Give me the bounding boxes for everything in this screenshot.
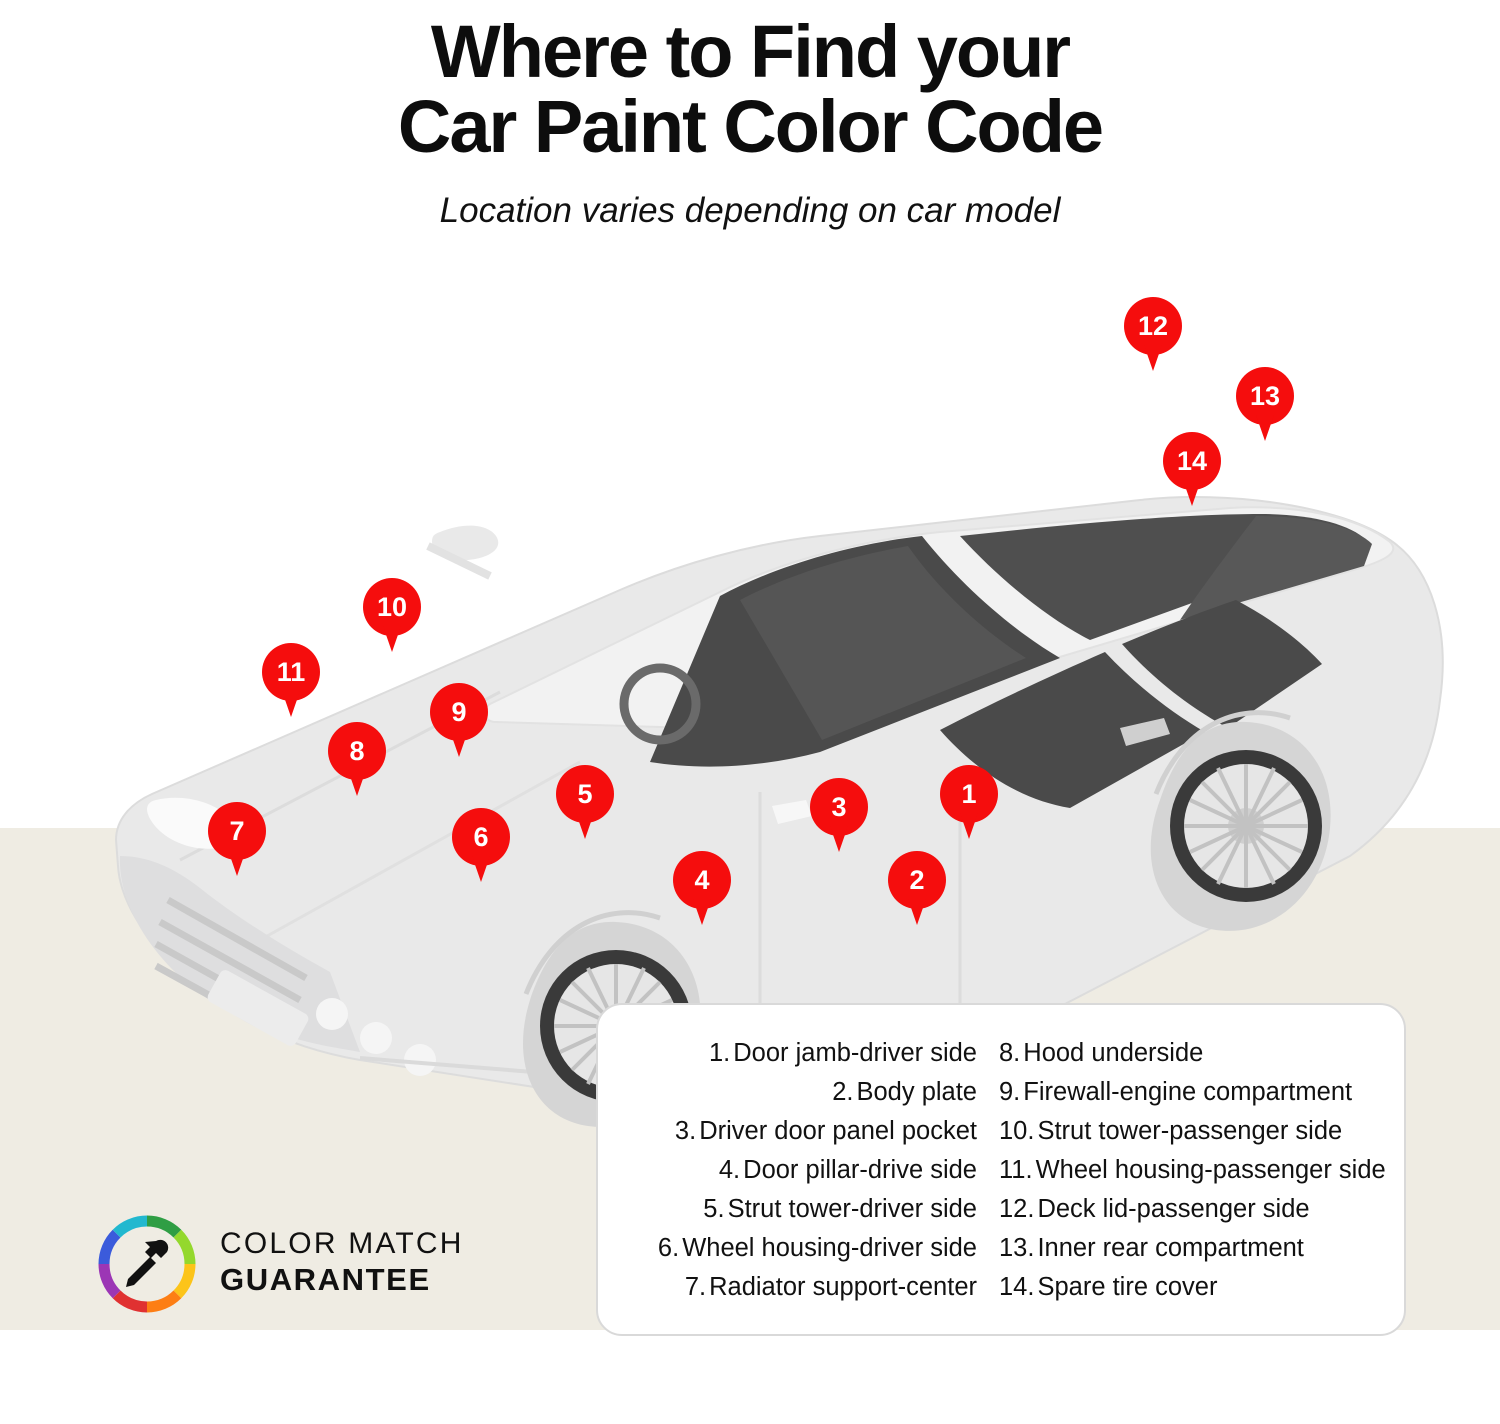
page-title [0,10,1500,169]
legend-item-12-number: 12. [999,1195,1035,1223]
legend-item-3 [675,1117,977,1146]
marker-7-pointer [228,850,246,876]
marker-3-pointer [830,826,848,852]
marker-4[interactable] [673,851,731,925]
legend-item-7-number: 7. [684,1273,707,1301]
marker-10-pointer [383,626,401,652]
marker-11-pointer [282,691,300,717]
legend-item-8 [999,1039,1203,1068]
marker-12-label: 12 [1124,297,1182,355]
legend-item-13 [999,1234,1304,1263]
marker-4-pointer [693,899,711,925]
marker-1-pointer [960,813,978,839]
legend-item-1-number: 1. [708,1039,731,1067]
legend-column-right [999,1039,1386,1302]
marker-13-pointer [1256,415,1274,441]
legend-item-14 [999,1273,1217,1302]
marker-1[interactable] [940,765,998,839]
marker-6-label: 6 [452,808,510,866]
marker-8[interactable] [328,722,386,796]
page-subtitle: Location varies depending on car model [439,190,1061,230]
marker-9-label: 9 [430,683,488,741]
marker-8-pointer [348,770,366,796]
marker-6-pointer [472,856,490,882]
legend-item-2-number: 2. [832,1078,854,1106]
marker-2-pointer [908,899,926,925]
color-match-guarantee-logo [96,1213,516,1323]
title-line-1: Where to Find your [430,10,1070,93]
legend-item-4-text: Door pillar-drive side [743,1156,977,1184]
legend-item-9 [999,1078,1352,1107]
legend-item-3-number: 3. [674,1117,697,1145]
marker-8-label: 8 [328,722,386,780]
legend-item-7-text: Radiator support-center [709,1273,977,1301]
marker-2[interactable] [888,851,946,925]
marker-9-pointer [450,731,468,757]
legend-item-3-text: Driver door panel pocket [699,1117,977,1145]
legend-item-1 [709,1039,977,1068]
eyedropper-icon [126,1240,168,1287]
legend-item-8-number: 8. [999,1039,1021,1067]
marker-3-label: 3 [810,778,868,836]
marker-11-label: 11 [262,643,320,701]
marker-14-label: 14 [1163,432,1221,490]
legend-item-2 [832,1078,977,1107]
marker-7[interactable] [208,802,266,876]
legend-item-6-number: 6. [657,1234,680,1262]
marker-12[interactable] [1124,297,1182,371]
legend-item-4-number: 4. [718,1156,741,1184]
marker-7-label: 7 [208,802,266,860]
legend-item-9-number: 9. [999,1078,1021,1106]
marker-3[interactable] [810,778,868,852]
legend-item-6 [658,1234,977,1263]
logo-line-1: COLOR MATCH [220,1227,464,1260]
color-wheel-icon [96,1213,198,1315]
legend-item-5 [703,1195,977,1224]
legend-item-13-number: 13. [999,1234,1035,1262]
marker-5-pointer [576,813,594,839]
legend-item-14-number: 14. [999,1273,1035,1301]
legend-item-6-text: Wheel housing-driver side [682,1234,977,1262]
legend-item-1-text: Door jamb-driver side [733,1039,977,1067]
marker-6[interactable] [452,808,510,882]
legend-item-5-number: 5. [703,1195,725,1223]
marker-5-label: 5 [556,765,614,823]
legend-item-13-text: Inner rear compartment [1037,1234,1304,1262]
legend-item-8-text: Hood underside [1023,1039,1204,1067]
marker-1-label: 1 [940,765,998,823]
marker-9[interactable] [430,683,488,757]
legend-panel [596,1003,1406,1336]
legend-item-2-text: Body plate [856,1078,977,1106]
marker-10-label: 10 [363,578,421,636]
logo-text [220,1227,464,1297]
legend-item-7 [685,1273,977,1302]
legend-item-11 [999,1156,1386,1185]
legend-item-10 [999,1117,1342,1146]
title-line-2: Car Paint Color Code [397,85,1103,169]
marker-5[interactable] [556,765,614,839]
legend-item-4 [719,1156,977,1185]
legend-item-12 [999,1195,1310,1224]
legend-column-left [628,1039,977,1302]
legend-item-10-number: 10. [999,1117,1035,1145]
legend-item-9-text: Firewall-engine compartment [1023,1078,1353,1106]
legend-item-12-text: Deck lid-passenger side [1037,1195,1310,1223]
legend-item-11-number: 11. [999,1156,1033,1184]
legend-item-11-text: Wheel housing-passenger side [1035,1156,1386,1184]
marker-14-pointer [1183,480,1201,506]
marker-12-pointer [1144,345,1162,371]
marker-13-label: 13 [1236,367,1294,425]
legend-item-14-text: Spare tire cover [1037,1273,1218,1301]
marker-13[interactable] [1236,367,1294,441]
header [0,0,1500,231]
legend-item-10-text: Strut tower-passenger side [1037,1117,1343,1145]
marker-14[interactable] [1163,432,1221,506]
logo-line-2: GUARANTEE [220,1261,431,1297]
marker-4-label: 4 [673,851,731,909]
marker-10[interactable] [363,578,421,652]
legend-item-5-text: Strut tower-driver side [727,1195,977,1223]
marker-11[interactable] [262,643,320,717]
marker-2-label: 2 [888,851,946,909]
bottom-white-band [0,1330,1500,1424]
